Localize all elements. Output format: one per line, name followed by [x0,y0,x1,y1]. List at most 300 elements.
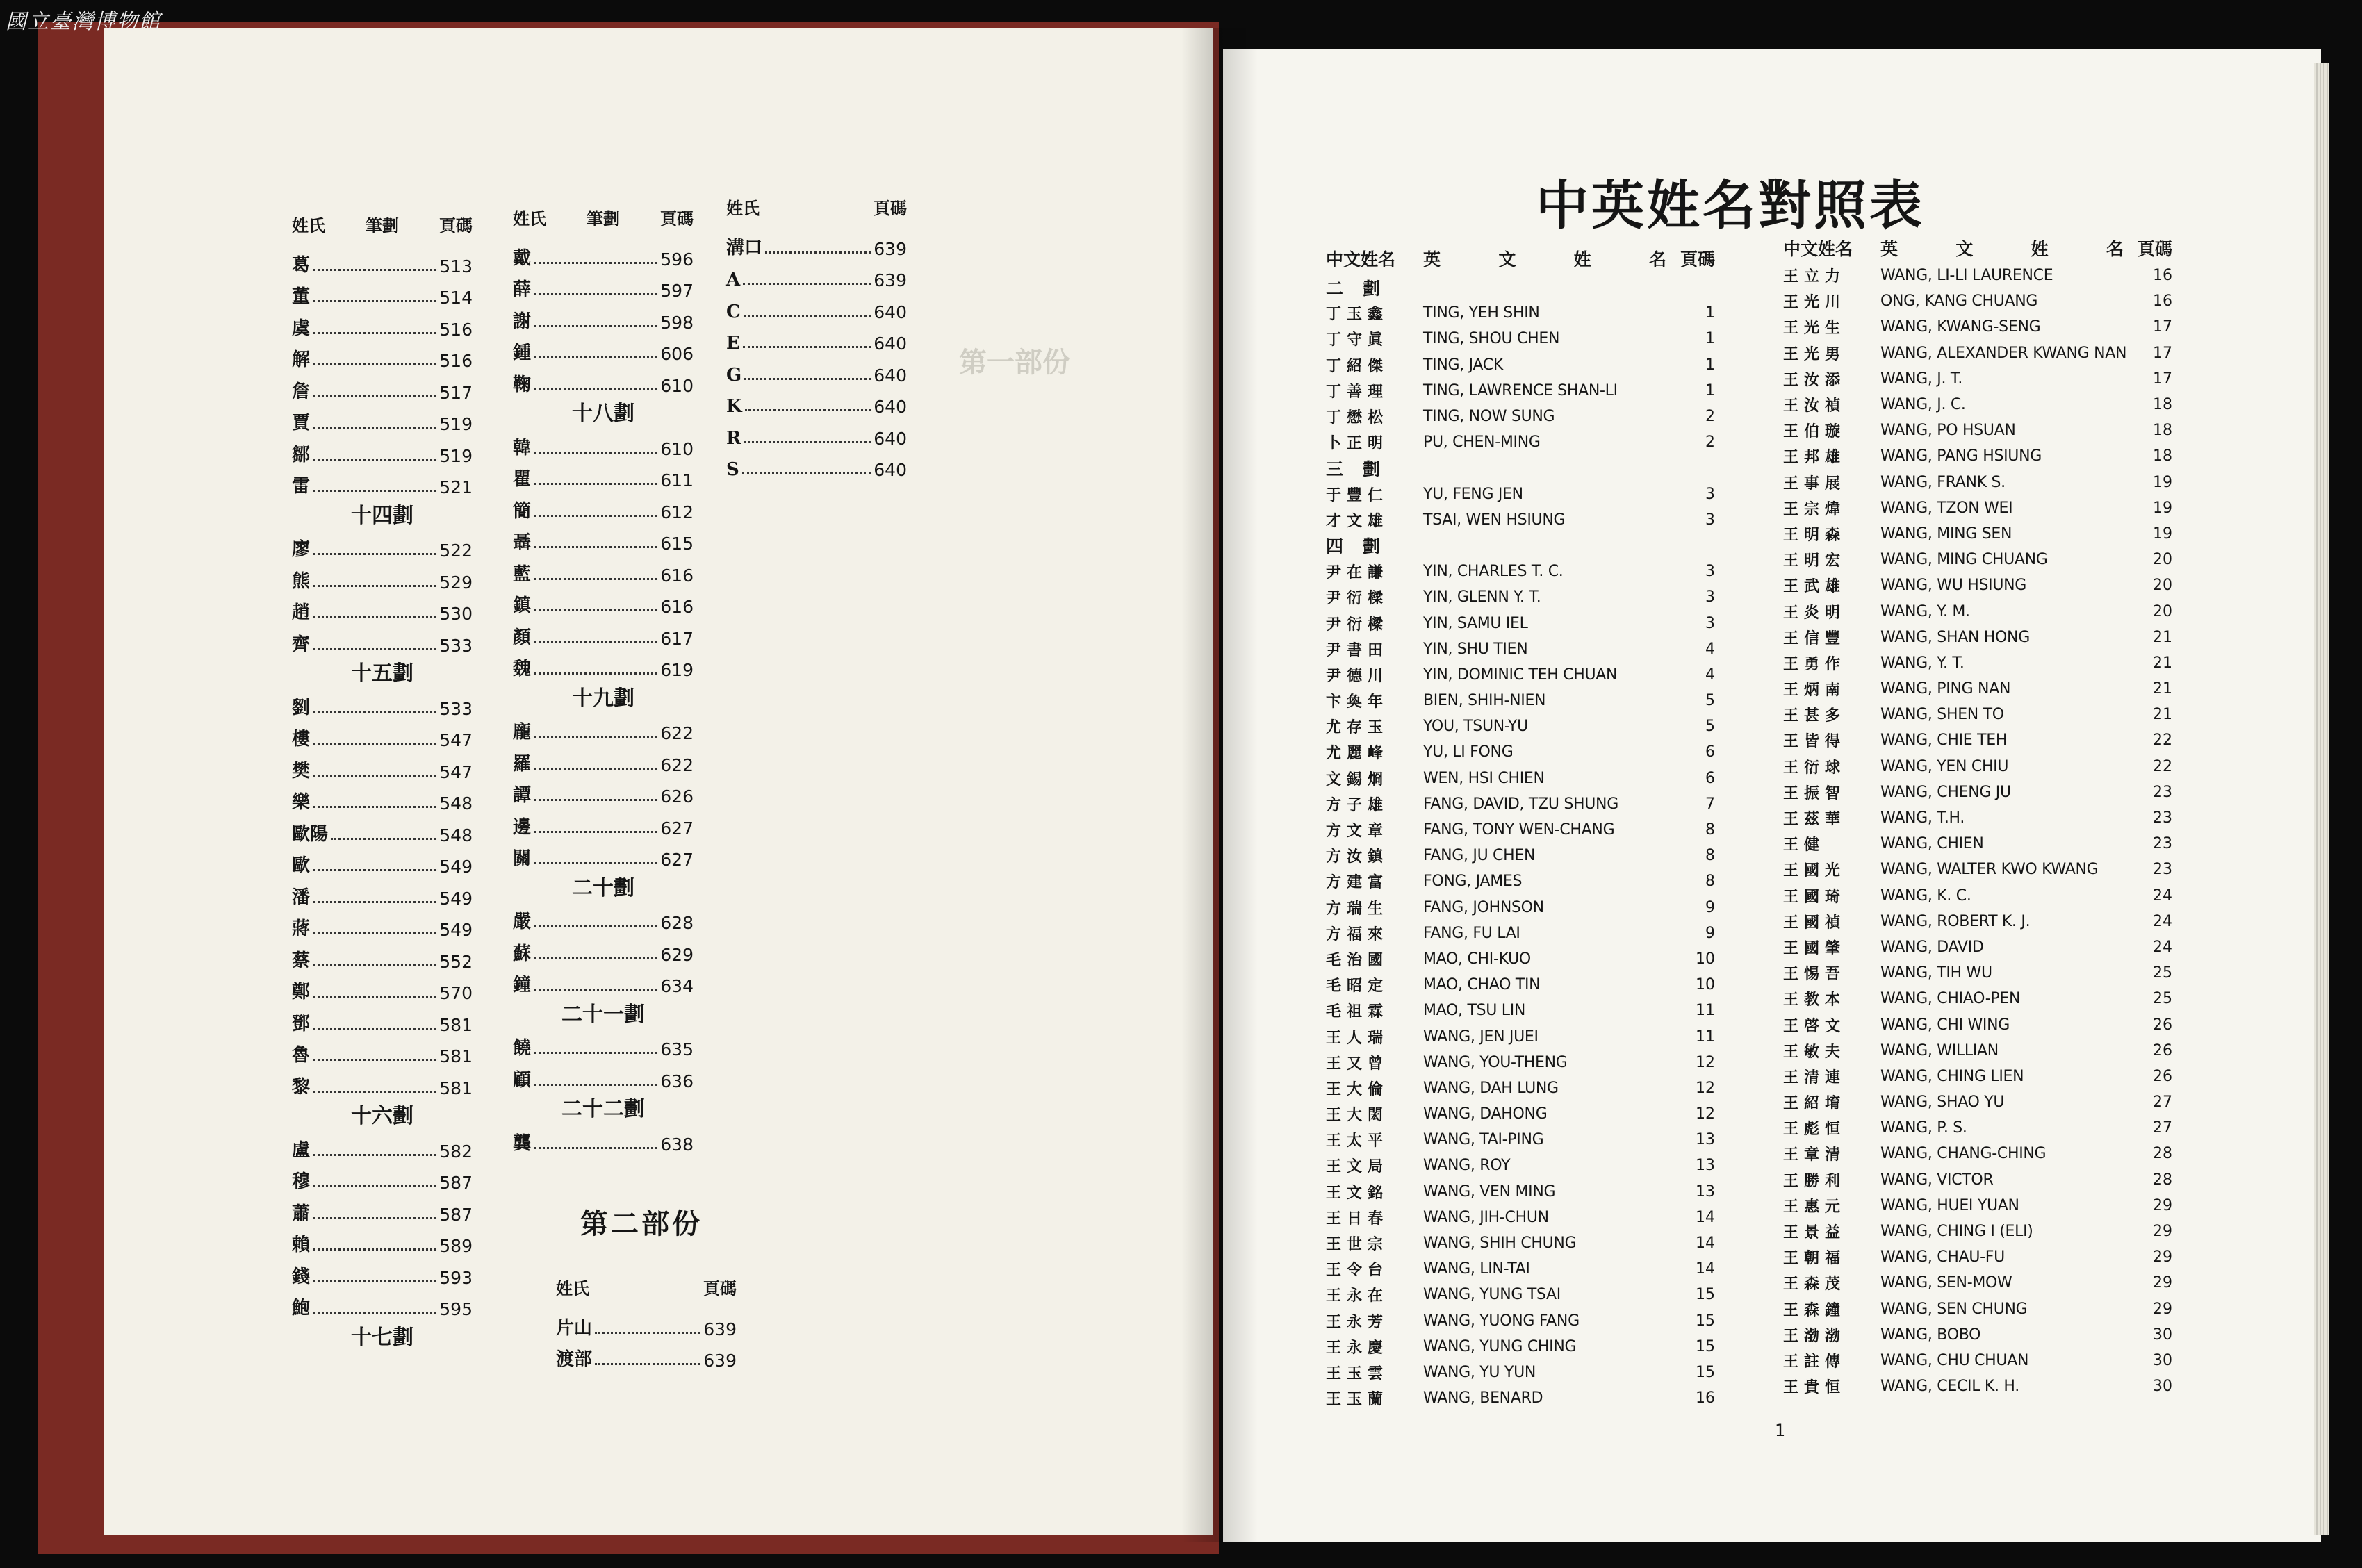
page-number: 581 [439,1014,473,1035]
english-name: WANG, CHAU-FU [1880,1248,2005,1266]
page-number: 4 [1705,640,1715,658]
name-row [1783,572,2172,598]
page-number: 3 [1705,614,1715,632]
name-row [1326,481,1715,507]
dot-leader [744,315,871,317]
chinese-name: 王汝禎 [1783,397,1846,415]
index-entry [292,1130,473,1162]
surname: 樂 [292,792,311,813]
english-name: WANG, TIH WU [1880,964,1992,982]
stroke-section-heading: 二十劃 [572,875,634,900]
index-entry [292,687,473,719]
chinese-name: 王紹堉 [1783,1094,1846,1113]
name-row [1326,1075,1715,1101]
english-name: FANG, DAVID, TZU SHUNG [1423,795,1618,813]
page-number: 552 [439,951,473,972]
surname: 熊 [292,570,311,592]
english-name: WANG, WU HSIUNG [1880,577,2027,595]
name-row [1783,288,2172,314]
dot-leader [313,806,436,808]
dot-leader [534,957,657,959]
book-gutter [1181,28,1258,1542]
page-number: 616 [660,565,694,586]
index-entry [292,909,473,941]
page-number: 2 [1705,408,1715,426]
name-table-column-1 [1326,274,1715,1411]
page-number: 14 [1696,1260,1715,1278]
chinese-name: 王貴恒 [1783,1378,1846,1397]
chinese-name: 王大倫 [1326,1080,1389,1098]
page-number: 16 [2153,292,2172,311]
stroke-section-heading: 十六劃 [351,1104,413,1129]
english-name: WANG, PANG HSIUNG [1880,447,2042,465]
chinese-name: 尹在謙 [1326,563,1389,582]
dot-leader [534,989,657,991]
page-number: 640 [874,365,907,386]
english-name: WANG, CHING I (ELI) [1880,1223,2033,1241]
page-number: 7 [1705,795,1715,813]
index-entry [292,593,473,625]
page-number: 6 [1705,743,1715,761]
name-row [1783,625,2172,650]
page-number: 635 [660,1039,694,1059]
chinese-name: 王甚多 [1783,707,1846,725]
surname: 藍 [513,563,532,585]
page-number: 15 [1696,1363,1715,1381]
chinese-name: 丁守眞 [1326,331,1389,349]
dot-leader [313,553,436,555]
page-number: 29 [2153,1223,2172,1241]
dot-leader [313,743,436,745]
english-name: WANG, DAHONG [1423,1105,1548,1123]
header-name: 姓氏 [292,216,325,236]
stroke-section-heading: 二劃 [1326,278,1400,299]
dot-leader [313,332,436,334]
chinese-name: 王永在 [1326,1287,1389,1305]
surname: 關 [513,848,532,869]
surname: 鄧 [292,1013,311,1034]
page-number: 1 [1705,304,1715,322]
english-name: WANG, SEN CHUNG [1880,1300,2028,1318]
english-name: YIN, SAMU IEL [1423,614,1528,632]
dot-leader [744,378,871,380]
surname: 盧 [292,1139,311,1161]
index-entry [726,354,907,386]
english-name: WANG, LI-LI LAURENCE [1880,267,2053,285]
page-number: 21 [2153,628,2172,646]
table-header-left [1326,243,1715,274]
name-row [1326,1334,1715,1360]
stroke-section-heading: 二十二劃 [561,1097,645,1122]
name-row [1326,1282,1715,1307]
english-name: WANG, CHING LIEN [1880,1067,2024,1085]
page-number: 617 [660,628,694,649]
chinese-name: 王光生 [1783,319,1846,338]
index-entry [292,1225,473,1257]
dot-leader [744,441,871,443]
dot-leader [534,452,657,454]
page-number: 12 [1696,1105,1715,1123]
dot-leader [313,1217,436,1219]
surname: 詹 [292,381,311,402]
chinese-name: 王文局 [1326,1157,1389,1176]
name-row [1783,1270,2172,1296]
page-number: 570 [439,983,473,1003]
surname: 雷 [292,476,311,497]
page-number: 11 [1696,1028,1715,1046]
name-row [1783,418,2172,443]
page-number: 516 [439,319,473,340]
header-english-char: 英 [1880,239,1898,259]
english-name: FONG, JAMES [1423,873,1523,891]
page-number: 640 [874,302,907,322]
page-number: 20 [2153,577,2172,595]
page-number: 3 [1705,511,1715,529]
chinese-name: 尤存玉 [1326,718,1389,737]
page-number: 19 [2153,499,2172,517]
chinese-name: 王惠元 [1783,1197,1846,1216]
name-row [1326,1205,1715,1230]
english-name: WANG, Y. T. [1880,654,1965,672]
chinese-name: 王國肇 [1783,939,1846,957]
surname: 潘 [292,886,311,908]
english-name: WANG, PO HSUAN [1880,422,2016,440]
index-entry [513,743,694,775]
name-row [1326,1385,1715,1411]
name-row [1783,934,2172,960]
surname: G [726,364,742,386]
dot-leader [765,251,871,254]
index-entry [292,245,473,277]
english-name: WANG, JIH-CHUN [1423,1208,1549,1226]
dot-leader [313,901,436,903]
page-number: 549 [439,888,473,909]
chinese-name: 王日春 [1326,1209,1389,1228]
dot-leader [313,1028,436,1030]
page-number: 18 [2153,422,2172,440]
chinese-name: 毛祖霖 [1326,1002,1389,1021]
dot-leader [534,768,657,770]
dot-leader [745,409,871,411]
name-row [1783,1373,2172,1399]
part-two-title: 第二部份 [580,1207,703,1240]
english-name: PU, CHEN-MING [1423,434,1541,452]
name-row [1783,598,2172,624]
english-name: TING, LAWRENCE SHAN-LI [1423,381,1618,399]
index-entry [292,434,473,466]
chinese-name: 王朝福 [1783,1249,1846,1268]
english-name: WANG, SHEN TO [1880,706,2004,724]
dot-leader [534,388,657,390]
dot-leader [313,775,436,777]
page-title: 中英姓名對照表 [1536,174,1925,236]
index-entry [513,270,694,302]
chinese-name: 王邦雄 [1783,448,1846,467]
surname: 葛 [292,254,311,276]
dot-leader [534,483,657,485]
surname: 蘇 [513,943,532,964]
surname: 嚴 [513,911,532,932]
english-name: WANG, FRANK S. [1880,473,2006,491]
english-name: WANG, SHAO YU [1880,1094,2005,1112]
page-number: 1 [1705,330,1715,348]
english-name: YOU, TSUN-YU [1423,718,1528,736]
surname: 虞 [292,317,311,339]
page-number: 639 [874,238,907,259]
surname: 龔 [513,1132,532,1154]
name-row [1326,998,1715,1023]
chinese-name: 王渤渤 [1783,1326,1846,1345]
dot-leader [313,363,436,365]
watermark: 國立臺灣博物館 [6,10,161,34]
page-number: 521 [439,477,473,497]
chinese-name: 王健 [1783,836,1826,855]
dot-leader [313,269,436,271]
page-number: 639 [703,1351,737,1371]
page-number: 16 [1696,1389,1715,1408]
page-number: 17 [2153,344,2172,362]
index-column-2 [513,205,694,1155]
chinese-name: 王教本 [1783,991,1846,1009]
dot-leader [534,831,657,833]
page-number: 10 [1696,950,1715,968]
surname: 鄭 [292,982,311,1002]
header-chinese-name: 中文姓名 [1783,239,1853,259]
english-name: WANG, K. C. [1880,886,1971,905]
name-row [1783,263,2172,288]
header-english-char: 姓 [2031,239,2049,259]
page-number: 8 [1705,821,1715,839]
chinese-name: 毛昭定 [1326,977,1389,996]
page-number: 9 [1705,898,1715,916]
surname: 賴 [292,1235,311,1255]
surname: 鞠 [513,374,532,395]
dot-leader [534,672,657,675]
chinese-name: 王宗煒 [1783,500,1846,518]
stroke-section-heading: 十八劃 [572,402,634,427]
page-number: 19 [2153,473,2172,491]
header-page: 頁碼 [703,1279,737,1298]
surname: 謝 [513,311,532,332]
index-column-1 [292,212,473,1351]
index-entry [513,586,694,618]
surname: 齊 [292,634,311,655]
header-name: 姓氏 [513,209,546,229]
dot-leader [313,490,436,492]
chinese-name: 方子雄 [1326,795,1389,814]
index-entry [292,466,473,498]
index-entry [292,1035,473,1067]
index-entry [292,1162,473,1194]
index-entry [292,1288,473,1320]
header-english-char: 名 [2106,239,2124,259]
index-entry [513,1123,694,1155]
dot-leader [313,1154,436,1156]
index-header [292,212,473,236]
name-row [1783,314,2172,340]
english-name: YIN, SHU TIEN [1423,640,1528,658]
dot-leader [313,459,436,461]
english-name: WANG, LIN-TAI [1423,1260,1530,1278]
page-number: 18 [2153,447,2172,465]
page-number: 627 [660,818,694,839]
english-name: YIN, CHARLES T. C. [1423,563,1564,581]
surname: 鐘 [513,975,532,996]
header-english-char: 文 [1955,239,1974,259]
page-number: 640 [874,333,907,354]
chinese-name: 王景益 [1783,1223,1846,1242]
stroke-section-heading: 十四劃 [351,503,413,528]
page-number: 597 [660,281,694,301]
chinese-name: 王明森 [1783,525,1846,544]
index-entry [513,775,694,807]
name-row [1783,1219,2172,1244]
page-number: 622 [660,723,694,743]
name-row [1783,1167,2172,1193]
english-name: WANG, DAVID [1880,938,1984,956]
dot-leader [534,799,657,801]
page-number: 616 [660,597,694,617]
surname: 黎 [292,1076,311,1098]
english-name: WANG, ROY [1423,1157,1511,1175]
name-row [1783,1244,2172,1270]
name-row [1783,883,2172,909]
index-entry [513,490,694,522]
dot-leader [313,1059,436,1061]
index-entry [513,459,694,491]
surname: 蕭 [292,1203,311,1224]
dot-leader [313,964,436,966]
index-entry [513,712,694,744]
name-row [1326,791,1715,817]
name-row [1326,507,1715,533]
chinese-name: 尹德川 [1326,666,1389,685]
page-number: 30 [2153,1326,2172,1344]
page-number: 22 [2153,757,2172,775]
name-row [1326,584,1715,610]
page-number: 1 [1705,381,1715,399]
english-name: WANG, CHIAO-PEN [1880,990,2021,1008]
show-through-text: 第一部份 [959,346,1070,379]
index-entry [292,877,473,909]
english-name: WANG, SEN-MOW [1880,1274,2012,1292]
english-name: WANG, CHANG-CHING [1880,1145,2047,1163]
surname: E [726,333,740,354]
page-number: 3 [1705,485,1715,503]
dot-leader [534,641,657,643]
english-name: WANG, YOU-THENG [1423,1053,1568,1071]
chinese-name: 王大閎 [1326,1106,1389,1125]
page-number: 639 [874,270,907,290]
page-number: 17 [2153,318,2172,336]
index-entry [726,417,907,449]
chinese-name: 王皆得 [1783,732,1846,751]
name-row [1783,1193,2172,1219]
english-name: WANG, P. S. [1880,1119,1967,1137]
name-row [1783,805,2172,831]
header-chinese-name: 中文姓名 [1326,249,1396,270]
english-name: WANG, YEN CHIU [1880,757,2009,775]
chinese-name: 才文雄 [1326,511,1389,530]
page-number: 589 [439,1236,473,1256]
name-row [1326,946,1715,972]
page-number: 593 [439,1267,473,1288]
dot-leader [534,325,657,327]
page-number: 16 [2153,267,2172,285]
index-entry [292,624,473,656]
english-name: WANG, PING NAN [1880,680,2011,698]
surname: 劉 [292,697,311,718]
index-entry [513,238,694,270]
index-entry [292,940,473,972]
chinese-name: 王太平 [1326,1132,1389,1150]
english-name: YIN, GLENN Y. T. [1423,588,1541,606]
header-strokes: 筆劃 [366,216,399,236]
page-number: 5 [1705,692,1715,710]
page-number: 25 [2153,964,2172,982]
page-number: 626 [660,786,694,807]
chinese-name: 王世宗 [1326,1235,1389,1254]
header-strokes: 筆劃 [587,209,620,229]
surname: 瞿 [513,469,532,490]
index-entry [726,322,907,354]
name-row [1783,443,2172,469]
dot-leader [313,395,436,397]
english-name: WANG, TAI-PING [1423,1131,1544,1149]
surname: 譚 [513,785,532,806]
index-header [513,205,694,229]
page-number: 1 [1775,1421,1786,1440]
surname: 顧 [513,1069,532,1091]
chinese-name: 王武雄 [1783,577,1846,596]
chinese-name: 王國琦 [1783,887,1846,906]
name-row [1326,429,1715,455]
chinese-name: 王森鐘 [1783,1301,1846,1319]
page-edges [2314,63,2329,1535]
surname: 饒 [513,1038,532,1059]
dot-leader [313,1185,436,1187]
page-number: 20 [2153,551,2172,569]
surname: 邊 [513,816,532,838]
page-number: 513 [439,256,473,277]
index-entry [292,972,473,1004]
chinese-name: 丁玉鑫 [1326,305,1389,324]
index-entry [513,364,694,396]
page-number: 3 [1705,588,1715,606]
surname: 錢 [292,1266,311,1287]
english-name: WEN, HSI CHIEN [1423,769,1545,787]
page-number: 29 [2153,1274,2172,1292]
page-number: 622 [660,754,694,775]
surname: 鮑 [292,1298,311,1319]
name-row [1326,559,1715,584]
page-number: 598 [660,312,694,333]
index-entry [292,561,473,593]
index-entry [513,1059,694,1091]
stroke-section-heading: 二十一劃 [561,1002,645,1027]
english-name: FANG, TONY WEN-CHANG [1423,821,1615,839]
name-row [1326,352,1715,378]
page-number: 514 [439,288,473,308]
page-number: 638 [660,1134,694,1155]
stroke-section-heading: 十五劃 [351,661,413,686]
chinese-name: 王章清 [1783,1146,1846,1164]
page-number: 529 [439,572,473,593]
name-row [1783,521,2172,547]
part-two-index [556,1275,737,1371]
name-row [1326,610,1715,636]
page-number: 29 [2153,1300,2172,1318]
